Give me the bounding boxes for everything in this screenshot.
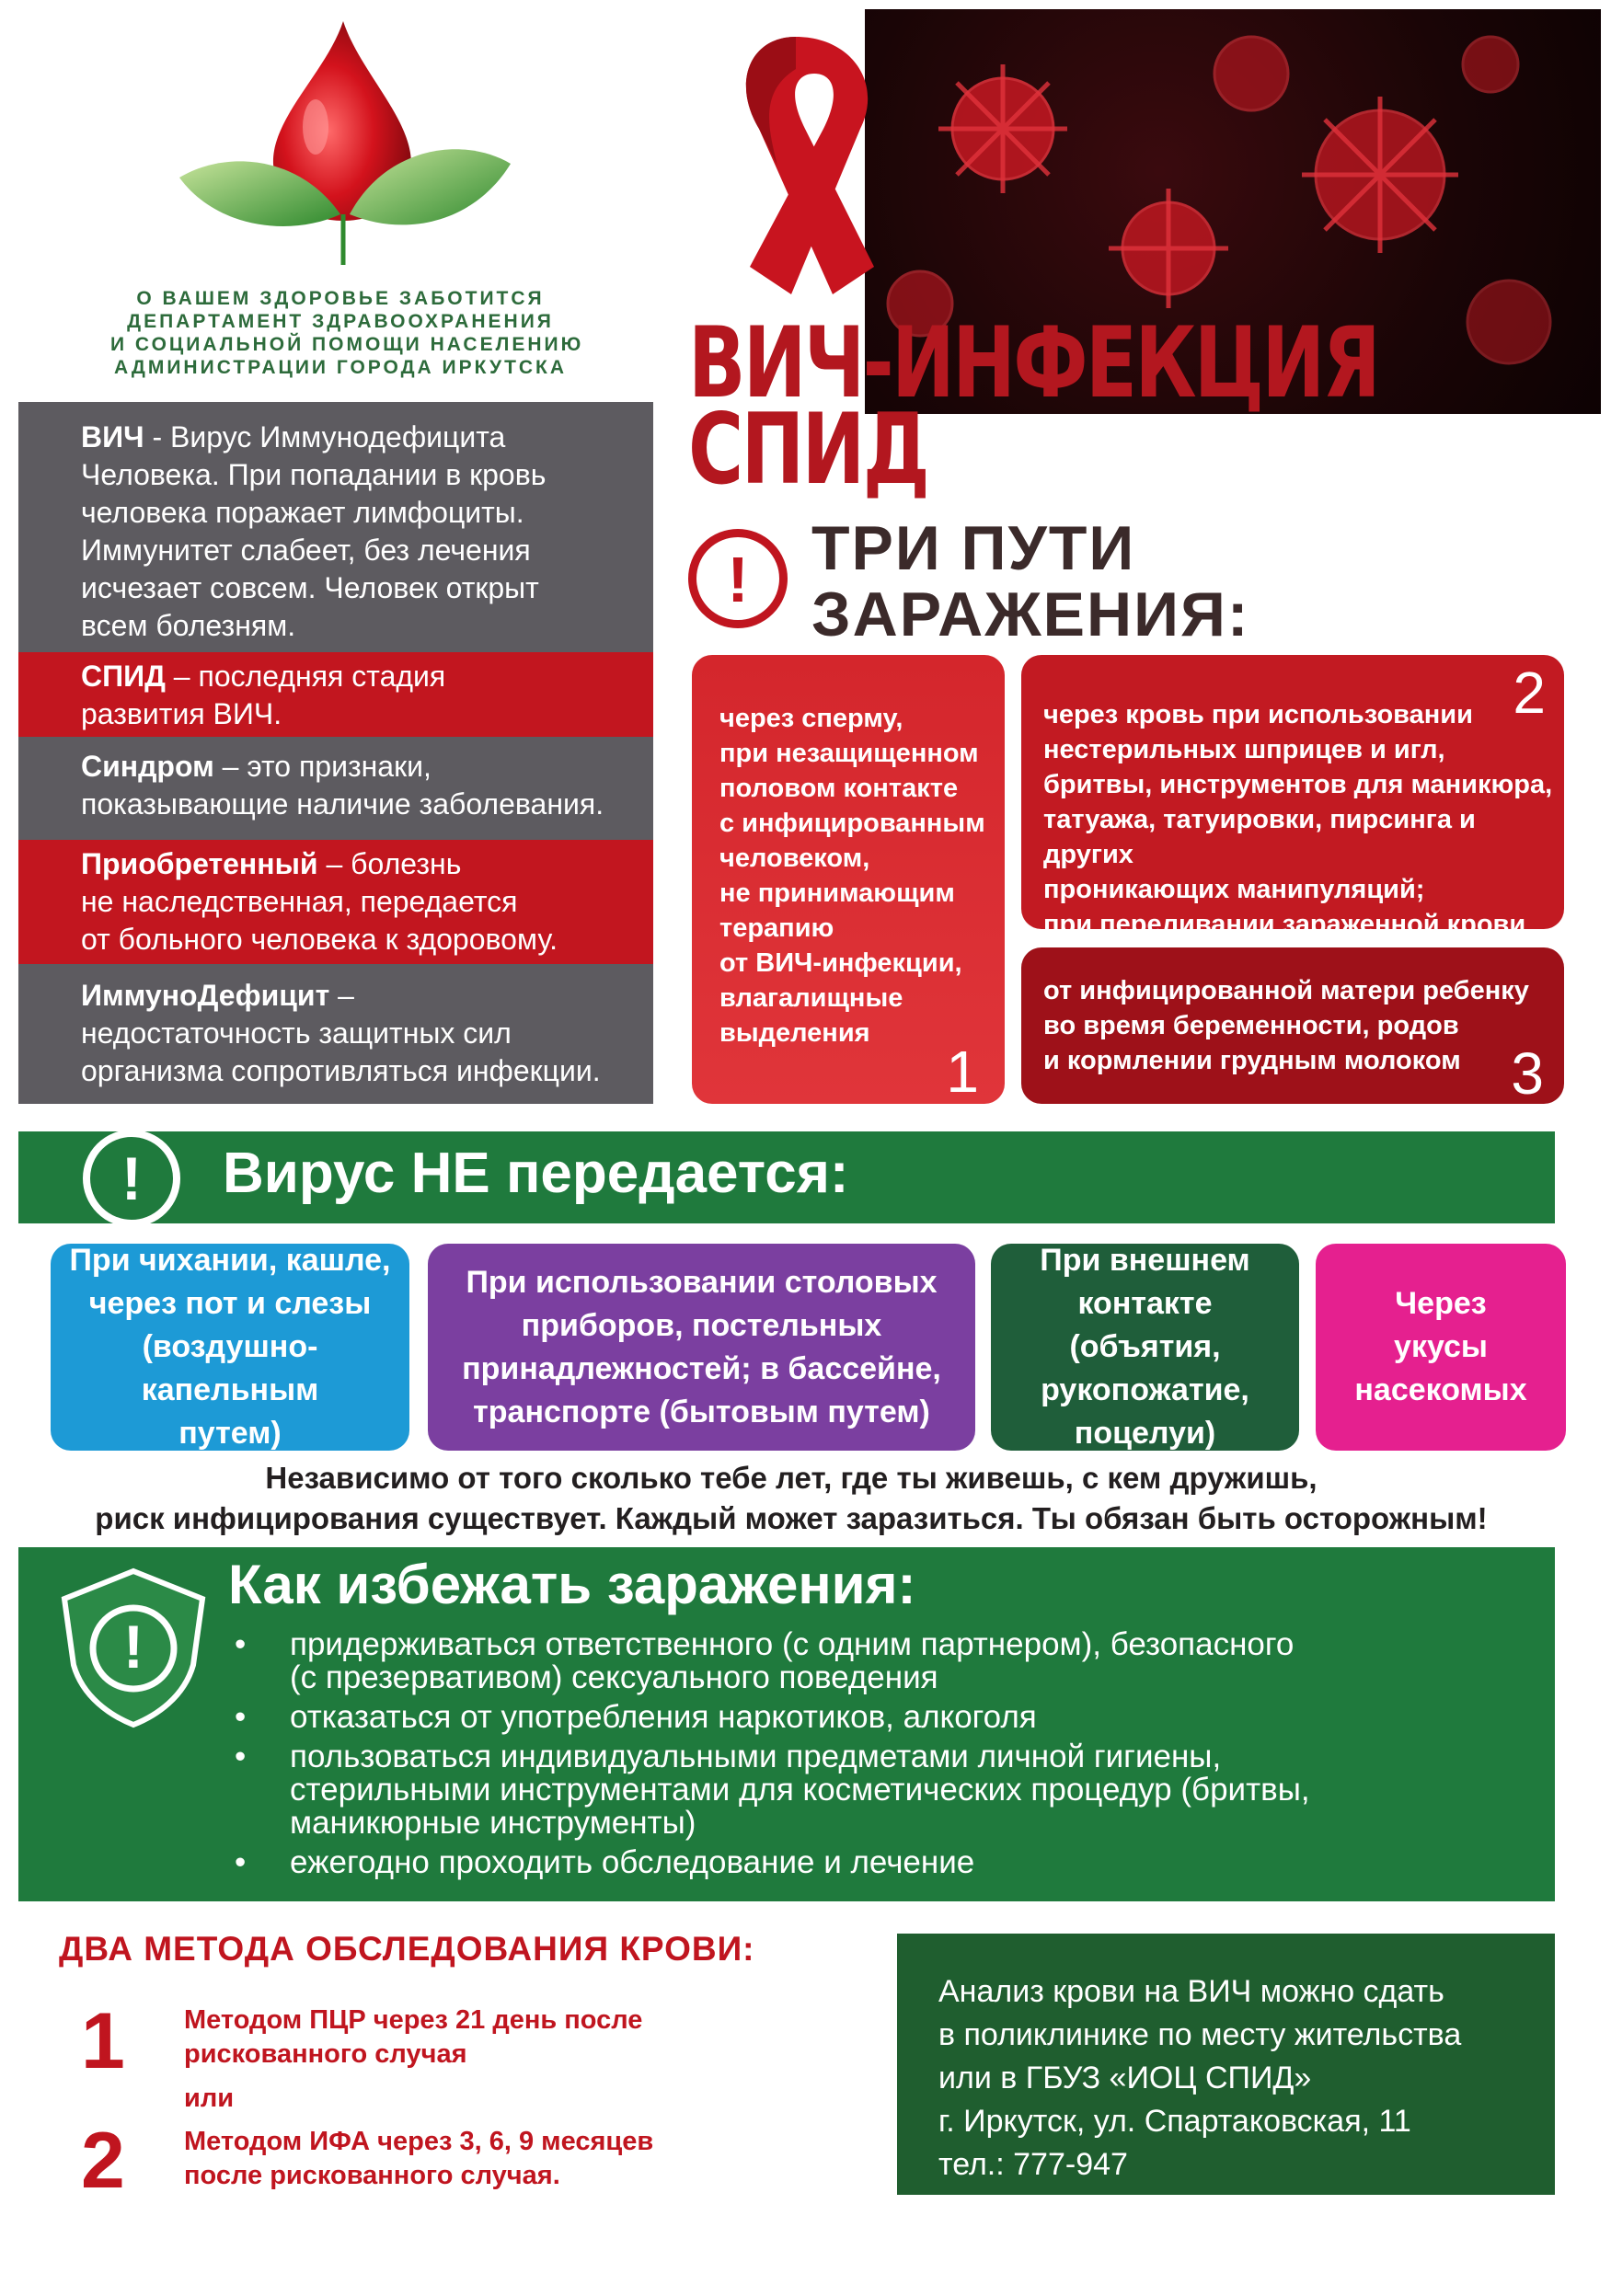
way-line: при незащищенном [719, 739, 979, 768]
logo-line: АДМИНИСТРАЦИИ ГОРОДА ИРКУТСКА [113, 357, 568, 378]
avoid-list [235, 1628, 1541, 1886]
red-ribbon-icon [695, 18, 897, 313]
list-item-line: маникюрные инструменты) [290, 1805, 696, 1841]
definition-term: СПИД [81, 660, 166, 693]
card-line: принадлежностей; в бассейне, [462, 1350, 941, 1386]
warning-line-1: Независимо от того сколько тебе лет, где ты живешь, с кем дружишь, [265, 1461, 1318, 1495]
card-line: насекомых [1354, 1372, 1527, 1407]
definition-line: всем болезням. [81, 609, 296, 642]
list-item [235, 1846, 1541, 1879]
method-number: 1 [81, 1997, 125, 2085]
list-item-line: стерильными инструментами для косметических процедур (бритвы, [290, 1772, 1310, 1808]
card-line: Через [1395, 1286, 1487, 1321]
method-2-text [184, 2125, 653, 2193]
definition-line: Иммунитет слабеет, без лечения [81, 534, 531, 567]
definition-line: организма сопротивляться инфекции. [81, 1054, 601, 1087]
method-line: рискованного случая [184, 2039, 467, 2069]
definition-term: ВИЧ [81, 420, 144, 453]
list-item [235, 1628, 1541, 1694]
definition-text: - Вирус Иммунодефицита [144, 420, 506, 453]
definition-term: Синдром [81, 750, 214, 783]
exclamation-icon: ! [688, 529, 788, 628]
way-line: с инфицированным [719, 809, 985, 838]
definition-immunodeficiency [18, 977, 653, 1090]
way-line: и кормлении грудным молоком [1043, 1046, 1461, 1075]
card-line: приборов, постельных [521, 1307, 882, 1343]
list-item [235, 1701, 1541, 1734]
analysis-line: тел.: 777-947 [938, 2147, 1128, 2182]
way-line: половом контакте [719, 774, 959, 803]
methods-or: или [184, 2084, 235, 2113]
way-card-1 [692, 655, 1005, 1104]
card-line: контакте (объятия, [1069, 1286, 1221, 1364]
three-ways-heading [811, 515, 1250, 648]
definition-line: Человека. При попадании в кровь [81, 458, 547, 491]
way-line: через кровь при использовании [1043, 700, 1473, 729]
card-line: При внешнем [1040, 1243, 1250, 1278]
methods-title: ДВА МЕТОДА ОБСЛЕДОВАНИЯ КРОВИ: [59, 1930, 755, 1968]
definition-text: – это признаки, [213, 750, 432, 783]
analysis-line: в поликлинике по месту жительства [938, 2017, 1462, 2052]
way-line: терапию [719, 913, 834, 943]
definition-hiv [18, 419, 653, 645]
three-ways-line-2: ЗАРАЖЕНИЯ: [811, 580, 1250, 649]
not-transmitted-card-airborne [51, 1244, 409, 1451]
way-line: татуажа, татуировки, пирсинга и других [1043, 805, 1476, 869]
way-number: 1 [946, 1039, 979, 1105]
avoid-title: Как избежать заражения: [228, 1554, 916, 1615]
way-line: влагалищные [719, 983, 903, 1013]
method-line: после рискованного случая. [184, 2161, 560, 2190]
way-line: от инфицированной матери ребенку [1043, 976, 1529, 1005]
not-transmitted-title: Вирус НЕ передается: [223, 1142, 849, 1205]
not-transmitted-card-insects [1316, 1244, 1566, 1451]
definition-line: развития ВИЧ. [81, 697, 282, 730]
definition-text: – болезнь [317, 847, 462, 880]
page-title [688, 306, 1379, 506]
analysis-line: г. Иркутск, ул. Спартаковская, 11 [938, 2104, 1411, 2139]
way-line: при переливании зараженной крови [1043, 910, 1526, 939]
list-item-line: • отказаться от употребления наркотиков, алкоголя [290, 1699, 1037, 1735]
definition-line: показывающие наличие заболевания. [81, 787, 604, 821]
definition-syndrome [18, 748, 653, 823]
way-card-2 [1021, 655, 1564, 939]
card-line: При чихании, кашле, [69, 1243, 391, 1278]
method-line: Методом ИФА через 3, 6, 9 месяцев [184, 2127, 654, 2156]
warning-text [28, 1458, 1555, 1539]
not-transmitted-card-contact [991, 1244, 1299, 1451]
definitions-panel [18, 402, 653, 1104]
card-line: укусы [1394, 1329, 1488, 1364]
way-line: проникающих манипуляций; [1043, 875, 1425, 904]
definition-line: недостаточность защитных сил [81, 1016, 512, 1050]
definition-term: ИммуноДефицит [81, 979, 330, 1012]
not-transmitted-card-household [428, 1244, 975, 1451]
way-number: 3 [1511, 1040, 1544, 1107]
list-item-line: • пользоваться индивидуальными предметами личной гигиены, [290, 1739, 1222, 1774]
shield-exclamation: ! [123, 1613, 144, 1681]
warning-line-2: риск инфицирования существует. Каждый может заразиться. Ты обязан быть осторожным! [95, 1501, 1488, 1535]
way-line: от ВИЧ-инфекции, [719, 948, 962, 978]
definition-text: – [329, 979, 354, 1012]
way-line: выделения [719, 1018, 870, 1048]
definition-line: человека поражает лимфоциты. [81, 496, 524, 529]
list-item [235, 1740, 1541, 1840]
card-line: путем) [178, 1416, 282, 1451]
way-line: человеком, [719, 844, 870, 873]
method-number: 2 [81, 2117, 125, 2205]
way-line: нестерильных шприцев и игл, [1043, 735, 1445, 764]
definition-term: Приобретенный [81, 847, 318, 880]
definition-aids [18, 652, 653, 737]
definition-line: не наследственная, передается [81, 885, 518, 918]
card-line: поцелуи) [1074, 1416, 1216, 1451]
definition-text: – последняя стадия [165, 660, 446, 693]
logo-caption [110, 287, 584, 379]
card-line: рукопожатие, [1041, 1372, 1249, 1407]
method-1-text [184, 2003, 642, 2072]
logo-line: ДЕПАРТАМЕНТ ЗДРАВООХРАНЕНИЯ [127, 311, 554, 332]
method-line: Методом ПЦР через 21 день после [184, 2005, 643, 2035]
way-line: через сперму, [719, 704, 903, 733]
card-line: через пот и слезы [88, 1286, 372, 1321]
logo-line: О ВАШЕМ ЗДОРОВЬЕ ЗАБОТИТСЯ [136, 288, 545, 309]
title-line-1: ВИЧ-ИНФЕКЦИЯ [688, 306, 1379, 419]
three-ways-line-1: ТРИ ПУТИ [811, 513, 1136, 583]
way-number: 2 [1513, 660, 1546, 726]
card-line: (воздушно-капельным [141, 1329, 319, 1407]
analysis-line: Анализ крови на ВИЧ можно сдать [938, 1974, 1444, 2009]
card-line: При использовании столовых [466, 1264, 938, 1300]
card-line: транспорте (бытовым путем) [473, 1394, 930, 1429]
list-item-line: (с презервативом) сексуального поведения [290, 1659, 938, 1695]
way-line: во время беременности, родов [1043, 1011, 1459, 1040]
title-line-2: СПИД [688, 393, 928, 506]
definition-line: исчезает совсем. Человек открыт [81, 571, 539, 604]
analysis-info-box [897, 1934, 1555, 2195]
way-card-3 [1021, 947, 1564, 1107]
exclamation-icon: ! [83, 1130, 180, 1227]
definition-acquired [18, 840, 653, 964]
analysis-line: или в ГБУЗ «ИОЦ СПИД» [938, 2061, 1312, 2095]
logo-line: И СОЦИАЛЬНОЙ ПОМОЩИ НАСЕЛЕНИЮ [110, 334, 584, 355]
way-line: не принимающим [719, 878, 955, 908]
blood-drop-leaves-logo [170, 17, 520, 270]
list-item-line: • придерживаться ответственного (с одним партнером), безопасного [290, 1626, 1295, 1662]
way-line: бритвы, инструментов для маникюра, [1043, 770, 1553, 799]
list-item-line: • ежегодно проходить обследование и лечение [290, 1844, 975, 1880]
definition-line: от больного человека к здоровому. [81, 923, 558, 956]
